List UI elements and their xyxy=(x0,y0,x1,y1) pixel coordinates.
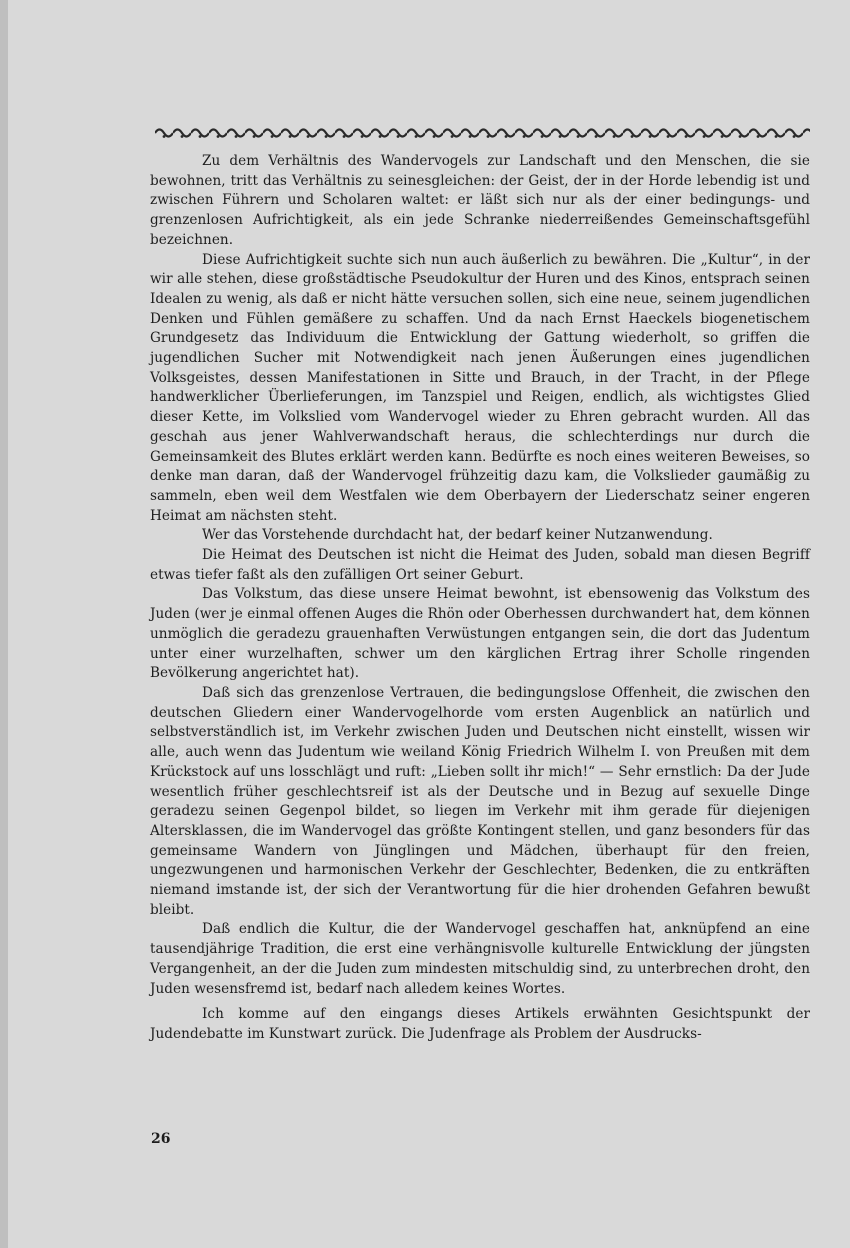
paragraph: Die Heimat des Deutschen ist nicht die Heimat des Juden, sobald man diesen Begriff etwas tiefer faßt als den zufälligen Ort seiner Geburt. xyxy=(150,547,810,583)
page-edge-shadow xyxy=(0,0,8,1248)
paragraph: Diese Aufrichtigkeit suchte sich nun auch äußerlich zu bewähren. Die „Kultur“, in der wir alle stehen, diese großstädtische Pseudokultur der Huren und des Kinos, entsprach seinen Idealen zu wenig, als daß er nicht hätte versuchen sollen, sich eine neue, seinem jugendlichen Denken und Fühlen gemäßere zu schaffen. Und da nach Ernst Haeckels biogenetischem Grundgesetz das Individuum die Entwicklung der Gattung wiederholt, so griffen die jugendlichen Sucher mit Notwendigkeit nach jenen Äußerungen eines jugendlichen Volksgeistes, dessen Manifestationen in Sitte und Brauch, in der Tracht, in der Pflege handwerklicher Überlieferungen, im Tanzspiel und Reigen, endlich, als wichtigstes Glied dieser Kette, im Volkslied vom Wandervogel wieder zu Ehren gebracht wurden. All das geschah aus jener Wahlverwandschaft heraus, die schlechterdings nur durch die Gemeinsamkeit des Blutes erklärt werden kann. Bedürfte es noch eines weiteren Beweises, so denke man daran, daß der Wandervogel frühzeitig dazu kam, die Volkslieder gaumäßig zu sammeln, eben weil dem Westfalen wie dem Oberbayern der Liederschatz seiner engeren Heimat am nächsten steht. xyxy=(150,251,810,524)
ornamental-divider xyxy=(155,124,810,142)
paragraph: Das Volkstum, das diese unsere Heimat bewohnt, ist ebensowenig das Volkstum des Juden (wer je einmal offenen Auges die Rhön oder Oberhessen durchwandert hat, dem können unmöglich die geradezu grauenhaften Verwüstungen entgangen sein, die dort das Judentum unter einer wurzelhaften, schwer um den kärglichen Ertrag ihrer Scholle ringenden Bevölkerung angerichtet hat). xyxy=(150,586,810,682)
paragraph: Zu dem Verhältnis des Wandervogels zur Landschaft und den Menschen, die sie bewohnen, tritt das Verhältnis zu seinesgleichen: der Geist, der in der Horde lebendig ist und zwischen Führern und Scholaren waltet: er läßt sich nur als der einer bedingungs- und grenzenlosen Aufrichtigkeit, als ein jede Schranke niederreißendes Gemeinschaftsgefühl bezeichnen. xyxy=(150,153,810,248)
paragraph: Daß endlich die Kultur, die der Wandervogel geschaffen hat, anknüpfend an eine tausendjährige Tradition, die erst eine verhängnisvolle kulturelle Entwicklung der jüngsten Vergangenheit, an der die Juden zum mindesten mitschuldig sind, zu unterbrechen droht, den Juden wesensfremd ist, bedarf nach alledem keines Wortes. xyxy=(150,921,810,997)
paragraph: Daß sich das grenzenlose Vertrauen, die bedingungslose Offenheit, die zwischen den deutschen Gliedern einer Wandervogelhorde vom ersten Augenblick an natürlich und selbstverständlich ist, im Verkehr zwischen Juden und Deutschen nicht einstellt, wissen wir alle, auch wenn das Judentum wie weiland König Friedrich Wilhelm I. von Preußen mit dem Krückstock auf uns losschlägt und ruft: „Lieben sollt ihr mich!“ — Sehr ernstlich: Da der Jude wesentlich früher geschlechtsreif ist als der Deutsche und in Bezug auf sexuelle Dinge geradezu seinen Gegenpol bildet, so liegen im Verkehr mit ihm gerade für diejenigen Altersklassen, die im Wandervogel das größte Kontingent stellen, und ganz besonders für das gemeinsame Wandern von Jünglingen und Mädchen, überhaupt für den freien, ungezwungenen und harmonischen Verkehr der Geschlechter, Bedenken, die zu entkräften niemand imstande ist, der sich der Verantwortung für die hier drohenden Gefahren bewußt bleibt. xyxy=(150,684,810,918)
page-number: 26 xyxy=(151,1131,171,1147)
paragraph: Wer das Vorstehende durchdacht hat, der bedarf keiner Nutzanwendung. xyxy=(202,527,713,544)
article-text xyxy=(150,152,810,1045)
paragraph: Ich komme auf den eingangs dieses Artikels erwähnten Gesichtspunkt der Judendebatte im Kunstwart zurück. Die Judenfrage als Problem der Ausdrucks- xyxy=(150,1006,810,1042)
